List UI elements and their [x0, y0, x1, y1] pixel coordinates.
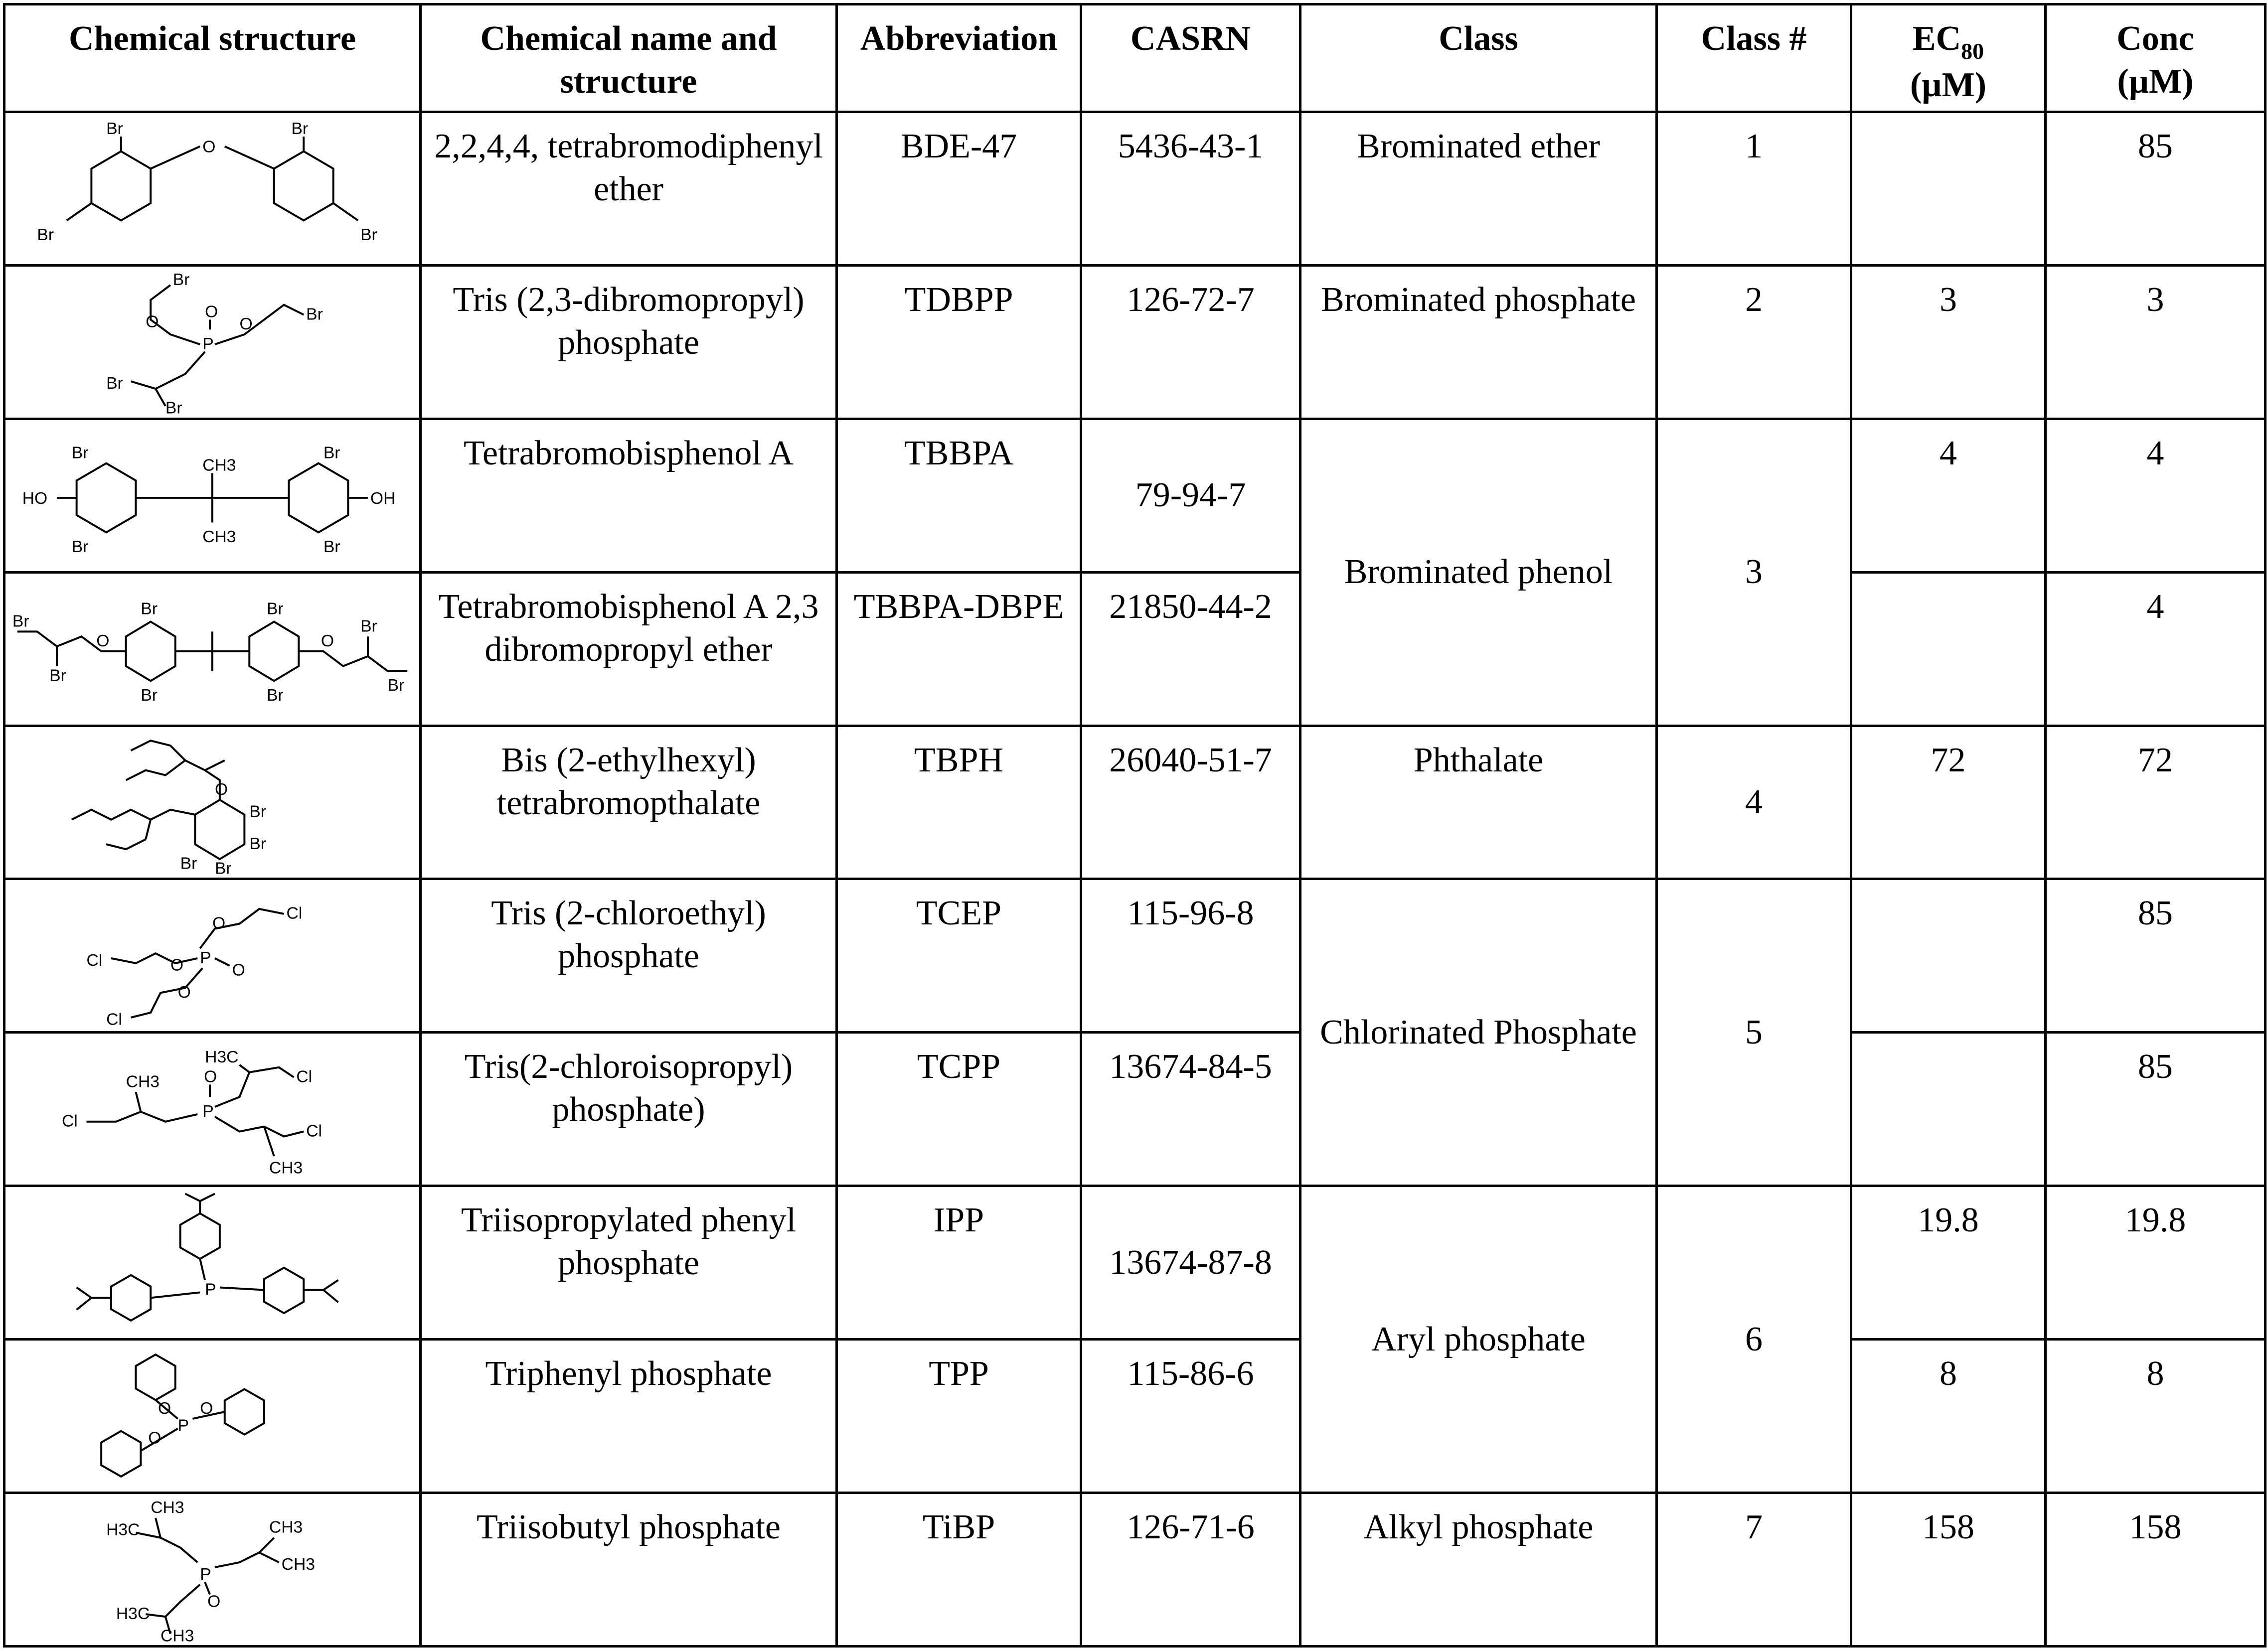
class-number-cell: 1: [1657, 112, 1851, 266]
svg-text:O: O: [212, 914, 226, 933]
casrn-cell: 126-72-7: [1081, 265, 1300, 419]
ec80-cell: [1851, 879, 2046, 1033]
abbreviation-cell: TBBPA: [837, 419, 1081, 572]
svg-text:O: O: [158, 1399, 171, 1418]
structure-cell: [4, 112, 421, 266]
svg-text:P: P: [202, 335, 214, 354]
casrn-cell: 13674-84-5: [1081, 1033, 1300, 1186]
table-row: [4, 572, 2266, 726]
svg-text:Br: Br: [165, 399, 182, 415]
structure-cell: [4, 419, 421, 572]
ec80-cell: 158: [1851, 1493, 2046, 1647]
svg-text:O: O: [96, 632, 110, 651]
abbreviation-cell: TBPH: [837, 726, 1081, 879]
name-cell: Tris (2-chloroethyl) phosphate: [421, 879, 837, 1033]
tpp-structure-icon: [7, 1344, 417, 1489]
svg-text:Br: Br: [323, 444, 340, 462]
svg-text:O: O: [239, 315, 253, 334]
svg-text:P: P: [205, 1280, 216, 1299]
table-row: [4, 1033, 2266, 1186]
table-row: [4, 1186, 2266, 1340]
name-cell: Tris(2-chloroisopropyl) phosphate): [421, 1033, 837, 1186]
class-number-cell: 6: [1657, 1186, 1851, 1493]
svg-text:O: O: [170, 956, 184, 975]
ec80-cell: 72: [1851, 726, 2046, 879]
name-cell: Triisopropylated phenyl phosphate: [421, 1186, 837, 1340]
class-cell: Alkyl phosphate: [1300, 1493, 1657, 1647]
svg-text:Br: Br: [387, 676, 405, 695]
class-number-cell: 5: [1657, 879, 1851, 1186]
svg-text:Cl: Cl: [306, 1122, 322, 1141]
ec80-cell: 8: [1851, 1340, 2046, 1493]
svg-text:Br: Br: [180, 854, 197, 873]
class-number-cell: 4: [1657, 726, 1851, 879]
header-casrn: CASRN: [1081, 4, 1300, 112]
svg-text:CH3: CH3: [269, 1518, 303, 1537]
svg-text:CH3: CH3: [126, 1072, 160, 1091]
structure-cell: [4, 1340, 421, 1493]
svg-text:O: O: [205, 302, 218, 321]
svg-text:Br: Br: [323, 538, 340, 557]
casrn-cell: 115-86-6: [1081, 1340, 1300, 1493]
svg-text:P: P: [177, 1416, 189, 1435]
conc-cell: 72: [2046, 726, 2266, 879]
svg-text:O: O: [232, 961, 245, 980]
abbreviation-cell: BDE-47: [837, 112, 1081, 266]
chemical-table: [3, 3, 2267, 1648]
svg-text:Br: Br: [12, 612, 29, 631]
svg-text:Br: Br: [71, 444, 89, 462]
conc-cell: 85: [2046, 112, 2266, 266]
svg-text:H3C: H3C: [106, 1520, 140, 1539]
conc-cell: 85: [2046, 1033, 2266, 1186]
header-conc: Conc (µM): [2046, 4, 2266, 112]
tbph-structure-icon: [7, 730, 417, 875]
svg-text:O: O: [146, 312, 159, 331]
svg-text:P: P: [202, 1102, 214, 1121]
svg-text:O: O: [207, 1592, 221, 1611]
conc-cell: 158: [2046, 1493, 2266, 1647]
svg-text:OH: OH: [370, 489, 396, 508]
svg-text:O: O: [214, 780, 228, 799]
table-row: [4, 1493, 2266, 1647]
conc-cell: 4: [2046, 572, 2266, 726]
casrn-cell: 126-71-6: [1081, 1493, 1300, 1647]
svg-text:Br: Br: [141, 686, 158, 705]
svg-text:Cl: Cl: [106, 1010, 122, 1028]
header-structure: Chemical structure: [4, 4, 421, 112]
tcpp-structure-icon: [7, 1037, 417, 1182]
svg-text:CH3: CH3: [202, 528, 236, 547]
abbreviation-cell: IPP: [837, 1186, 1081, 1340]
casrn-cell: 26040-51-7: [1081, 726, 1300, 879]
conc-cell: 3: [2046, 265, 2266, 419]
abbreviation-cell: TBBPA-DBPE: [837, 572, 1081, 726]
svg-text:CH3: CH3: [202, 456, 236, 475]
svg-text:CH3: CH3: [281, 1555, 315, 1574]
casrn-cell: 79-94-7: [1081, 419, 1300, 572]
structure-cell: [4, 572, 421, 726]
casrn-cell: 21850-44-2: [1081, 572, 1300, 726]
ec80-cell: 3: [1851, 265, 2046, 419]
structure-cell: [4, 265, 421, 419]
class-cell: Aryl phosphate: [1300, 1186, 1657, 1493]
svg-text:Br: Br: [306, 305, 323, 324]
class-cell: Brominated phosphate: [1300, 265, 1657, 419]
casrn-cell: 13674-87-8: [1081, 1186, 1300, 1340]
svg-text:O: O: [202, 138, 216, 157]
svg-text:Br: Br: [266, 686, 284, 705]
ec80-cell: 19.8: [1851, 1186, 2046, 1340]
name-cell: 2,2,4,4, tetrabromodiphenyl ether: [421, 112, 837, 266]
svg-text:CH3: CH3: [161, 1627, 194, 1642]
svg-text:P: P: [200, 948, 211, 967]
table-row: [4, 112, 2266, 266]
header-class: Class: [1300, 4, 1657, 112]
svg-text:Br: Br: [37, 226, 54, 245]
svg-text:Br: Br: [106, 120, 123, 139]
tcep-structure-icon: [7, 884, 417, 1028]
svg-text:O: O: [321, 632, 334, 651]
svg-text:Cl: Cl: [286, 904, 303, 923]
structure-cell: [4, 1186, 421, 1340]
structure-cell: [4, 879, 421, 1033]
structure-cell: [4, 1493, 421, 1647]
ec80-cell: [1851, 1033, 2046, 1186]
svg-text:Cl: Cl: [86, 951, 103, 970]
svg-text:Br: Br: [141, 600, 158, 618]
svg-text:Br: Br: [360, 226, 377, 245]
svg-text:CH3: CH3: [151, 1498, 184, 1517]
ec80-cell: 4: [1851, 419, 2046, 572]
table-row: [4, 879, 2266, 1033]
class-cell: Phthalate: [1300, 726, 1657, 879]
abbreviation-cell: TDBPP: [837, 265, 1081, 419]
svg-text:Cl: Cl: [61, 1112, 78, 1131]
class-cell: Brominated phenol: [1300, 419, 1657, 726]
abbreviation-cell: TCPP: [837, 1033, 1081, 1186]
name-cell: Tetrabromobisphenol A 2,3 dibromopropyl ether: [421, 572, 837, 726]
casrn-cell: 115-96-8: [1081, 879, 1300, 1033]
conc-cell: 85: [2046, 879, 2266, 1033]
table-row: [4, 265, 2266, 419]
header-class-number: Class #: [1657, 4, 1851, 112]
name-cell: Tris (2,3-dibromopropyl) phosphate: [421, 265, 837, 419]
svg-text:Br: Br: [214, 859, 232, 875]
svg-text:Br: Br: [360, 617, 377, 636]
table-row: [4, 419, 2266, 572]
name-cell: Triisobutyl phosphate: [421, 1493, 837, 1647]
ipp-structure-icon: [7, 1191, 417, 1335]
table-row: [4, 1340, 2266, 1493]
header-name: Chemical name and structure: [421, 4, 837, 112]
svg-text:O: O: [148, 1429, 162, 1448]
svg-text:HO: HO: [22, 489, 48, 508]
svg-text:Br: Br: [71, 538, 89, 557]
svg-text:Br: Br: [291, 120, 309, 139]
abbreviation-cell: TiBP: [837, 1493, 1081, 1647]
svg-text:Br: Br: [172, 271, 190, 290]
svg-text:Br: Br: [49, 666, 66, 685]
svg-text:H3C: H3C: [205, 1048, 239, 1066]
tbbpa-dbpe-structure-icon: [7, 577, 417, 721]
ec80-cell: [1851, 112, 2046, 266]
structure-cell: [4, 1033, 421, 1186]
bde47-structure-icon: [7, 116, 417, 261]
svg-text:Br: Br: [106, 374, 123, 393]
svg-text:Br: Br: [266, 600, 284, 618]
svg-text:O: O: [204, 1067, 217, 1086]
svg-text:O: O: [177, 983, 191, 1002]
conc-cell: 19.8: [2046, 1186, 2266, 1340]
casrn-cell: 5436-43-1: [1081, 112, 1300, 266]
conc-cell: 8: [2046, 1340, 2266, 1493]
conc-cell: 4: [2046, 419, 2266, 572]
tibp-structure-icon: [7, 1498, 417, 1642]
name-cell: Tetrabromobisphenol A: [421, 419, 837, 572]
table-row: [4, 726, 2266, 879]
svg-text:Cl: Cl: [296, 1067, 313, 1086]
svg-text:O: O: [200, 1399, 213, 1418]
class-number-cell: 3: [1657, 419, 1851, 726]
tbbpa-structure-icon: [7, 423, 417, 568]
header-row: [4, 4, 2266, 112]
ec80-cell: [1851, 572, 2046, 726]
svg-text:P: P: [200, 1565, 211, 1584]
class-number-cell: 7: [1657, 1493, 1851, 1647]
svg-text:Br: Br: [249, 835, 266, 854]
name-cell: Triphenyl phosphate: [421, 1340, 837, 1493]
class-cell: Chlorinated Phosphate: [1300, 879, 1657, 1186]
abbreviation-cell: TPP: [837, 1340, 1081, 1493]
svg-text:H3C: H3C: [116, 1604, 150, 1623]
svg-text:Br: Br: [249, 802, 266, 821]
abbreviation-cell: TCEP: [837, 879, 1081, 1033]
class-number-cell: 2: [1657, 265, 1851, 419]
name-cell: Bis (2-ethylhexyl) tetrabromopthalate: [421, 726, 837, 879]
header-abbreviation: Abbreviation: [837, 4, 1081, 112]
structure-cell: [4, 726, 421, 879]
svg-text:CH3: CH3: [269, 1159, 303, 1178]
tdbpp-structure-icon: [7, 270, 417, 414]
header-ec80: $EC_{80}$ (µM): [1851, 4, 2046, 112]
class-cell: Brominated ether: [1300, 112, 1657, 266]
